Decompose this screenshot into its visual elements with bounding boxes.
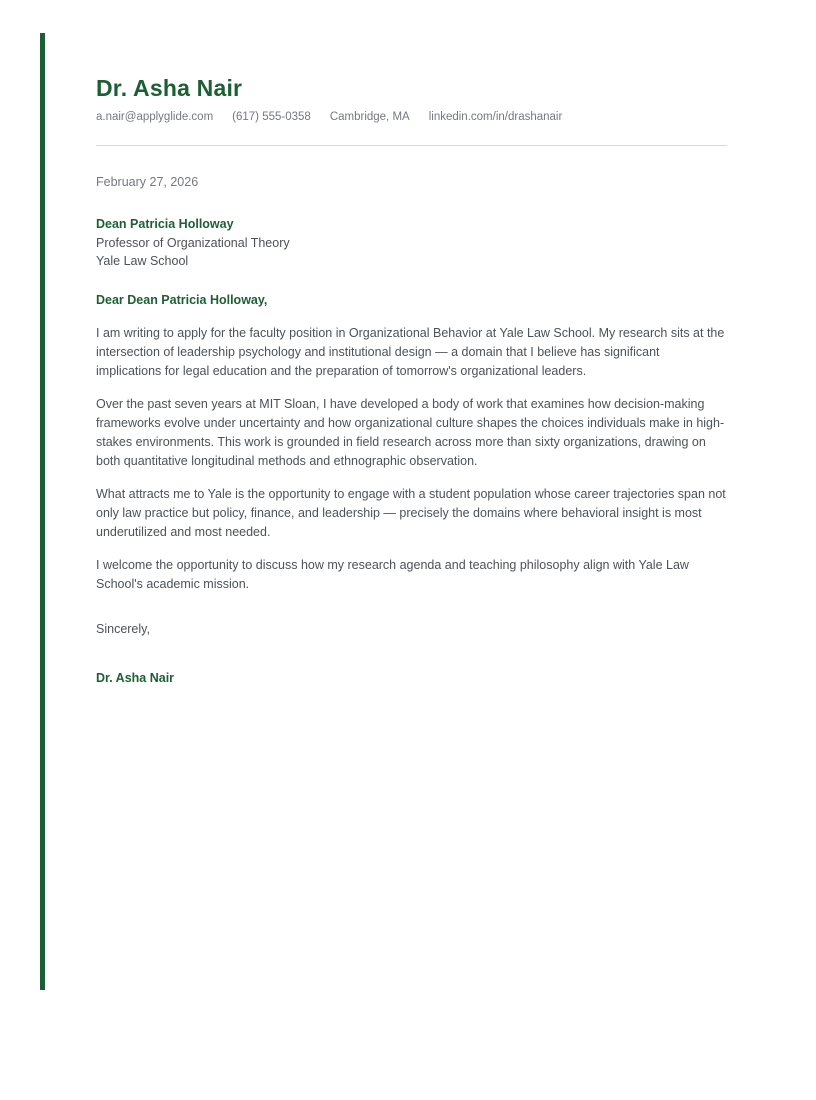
contact-row [96, 111, 727, 123]
recipient-title: Professor of Organizational Theory [96, 235, 290, 250]
body-paragraph-1: I am writing to apply for the faculty position in Organizational Behavior at Yale Law School. My research sits at the intersection of leadership psychology and institutional design — a domain that I believe has significant implications for legal education and the preparation of tomorrow's organizational leaders. [96, 325, 725, 378]
body-paragraph-4: I welcome the opportunity to discuss how my research agenda and teaching philosophy align with Yale Law School's academic mission. [96, 557, 689, 591]
header-divider [96, 145, 727, 146]
recipient-organization: Yale Law School [96, 254, 189, 269]
letter-content [96, 0, 727, 688]
body-paragraph-2: Over the past seven years at MIT Sloan, I have developed a body of work that examines how decision-making frameworks evolve under uncertainty and how organizational culture shapes the choices individuals make in high-stakes environments. This work is grounded in field research across more than sixty organizations, drawing on both quantitative longitudinal methods and ethnographic observation. [96, 396, 725, 468]
closing: Sincerely, [96, 621, 150, 636]
salutation: Dear Dean Patricia Holloway, [96, 292, 268, 307]
contact-location: Cambridge, MA [329, 110, 410, 123]
signature-name: Dr. Asha Nair [96, 670, 175, 685]
body-paragraph-3: What attracts me to Yale is the opportunity to engage with a student population whose career trajectories span not only law practice but policy, finance, and leadership — precisely the domains where behavioral insight is most underutilized and most needed. [96, 486, 726, 539]
letter-header [96, 75, 727, 123]
accent-bar [40, 33, 45, 990]
contact-email: a.nair@applyglide.com [96, 110, 214, 123]
sender-name: Dr. Asha Nair [96, 75, 243, 101]
recipient-block [96, 215, 727, 271]
contact-linkedin: linkedin.com/in/drashanair [428, 110, 563, 123]
recipient-name: Dean Patricia Holloway [96, 217, 234, 232]
contact-phone: (617) 555-0358 [232, 110, 311, 123]
letter-date: February 27, 2026 [96, 174, 199, 189]
